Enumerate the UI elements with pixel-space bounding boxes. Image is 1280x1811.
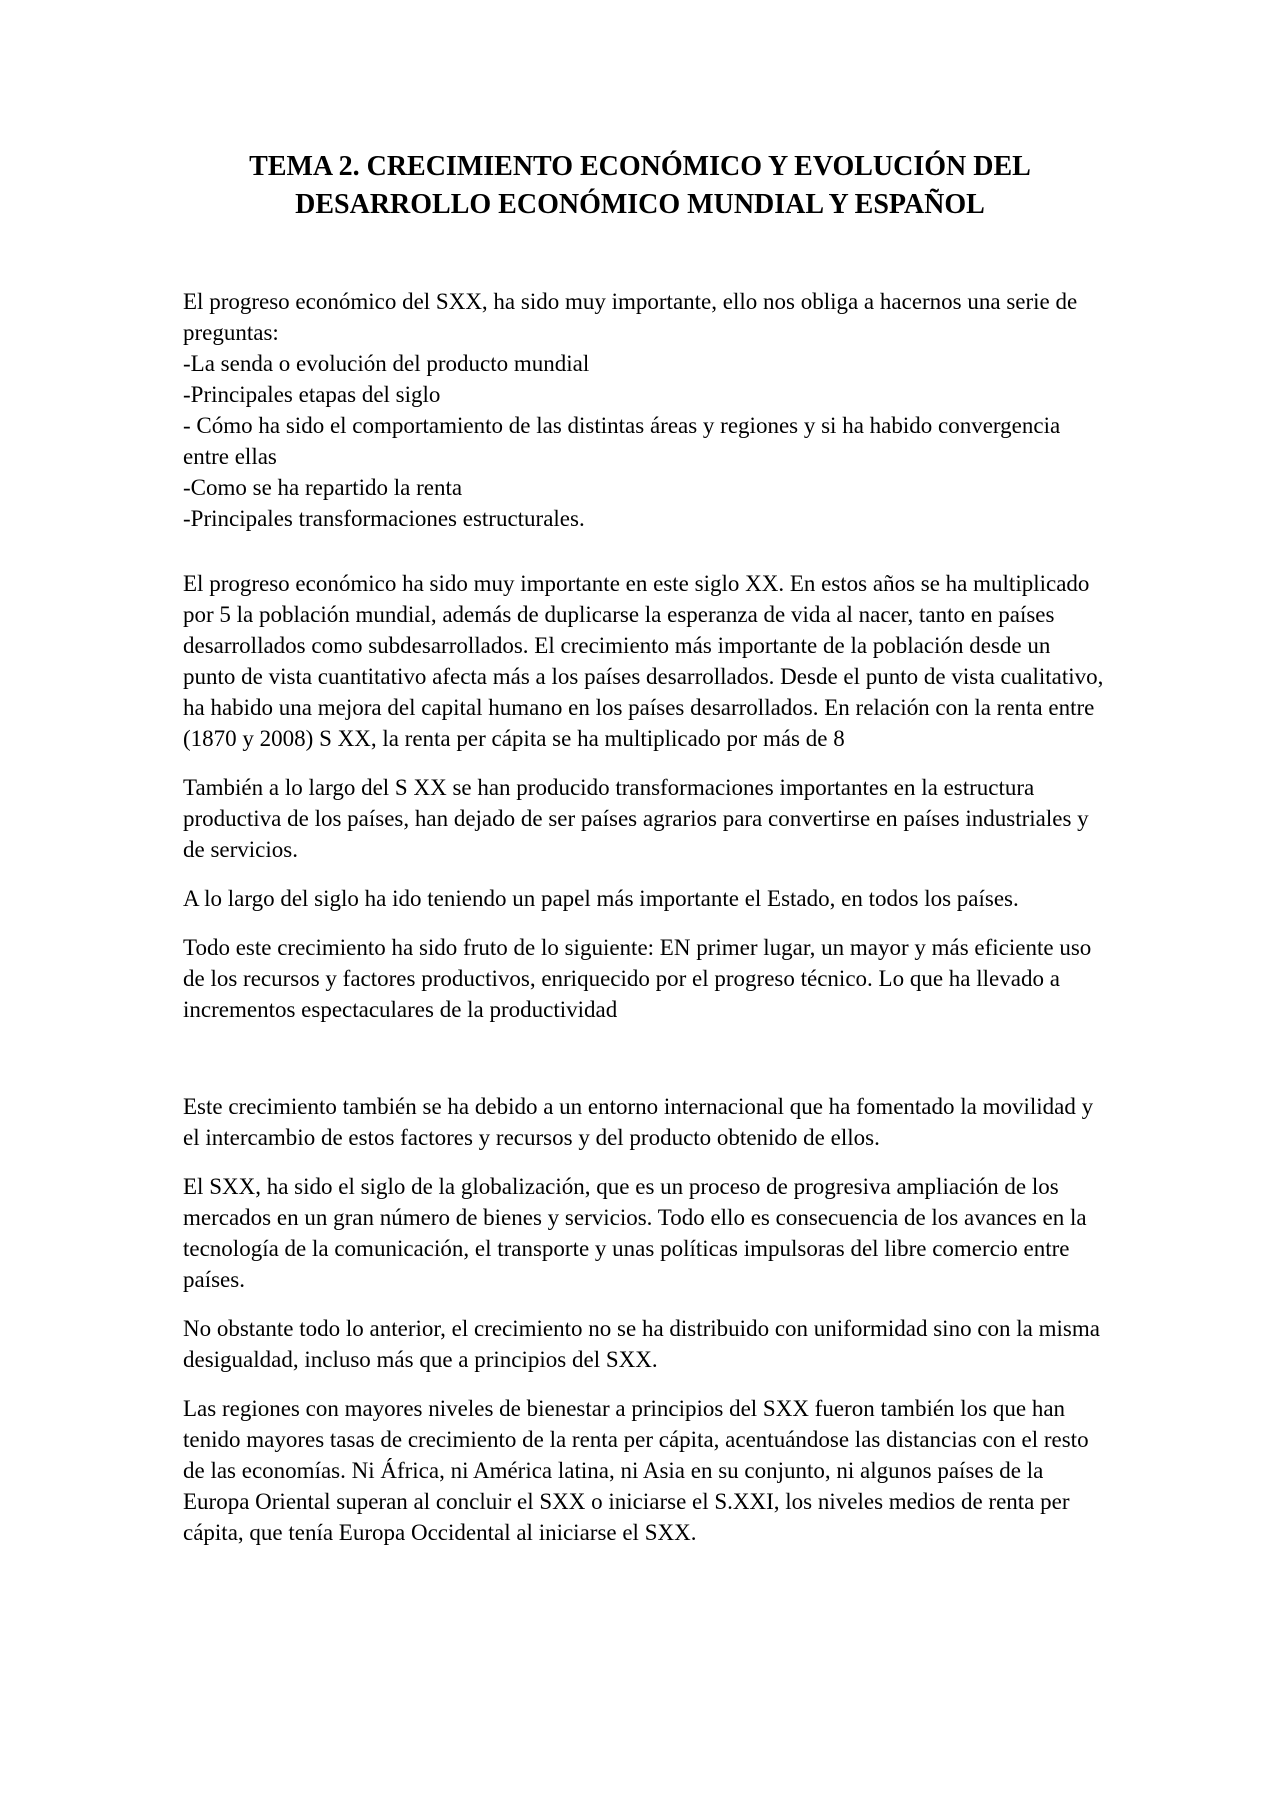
spacer <box>183 914 1108 932</box>
intro-text: El progreso económico del SXX, ha sido muy importante, ello nos obliga a hacernos una serie de preguntas: <box>183 289 1078 345</box>
title-line-2: DESARROLLO ECONÓMICO MUNDIAL Y ESPAÑOL <box>295 189 985 220</box>
paragraph-4: Todo este crecimiento ha sido fruto de lo siguiente: EN primer lugar, un mayor y más eficiente uso de los recursos y factores productivos, enriquecido por el progreso técnico. Lo que ha llevado a incrementos espectaculares de la productividad <box>183 935 1092 1022</box>
spacer <box>183 1025 1108 1091</box>
spacer <box>183 865 1108 883</box>
spacer <box>183 1153 1108 1171</box>
paragraph-7: No obstante todo lo anterior, el crecimiento no se ha distribuido con uniformidad sino con la misma desigualdad, incluso más que a principios del SXX. <box>183 1316 1100 1372</box>
page-title <box>140 148 1140 224</box>
intro-item-5: -Principales transformaciones estructurales. <box>183 506 585 531</box>
intro-item-1: -La senda o evolución del producto mundial <box>183 351 590 376</box>
spacer <box>183 754 1108 772</box>
intro-item-4: -Como se ha repartido la renta <box>183 475 463 500</box>
paragraph-2: También a lo largo del S XX se han producido transformaciones importantes en la estructura productiva de los países, han dejado de ser países agrarios para convertirse en países industriales y de servicios. <box>183 775 1089 862</box>
paragraph-8: Las regiones con mayores niveles de bienestar a principios del SXX fueron también los que han tenido mayores tasas de crecimiento de la renta per cápita, acentuándose las distancias con el resto de las economías. Ni África, ni América latina, ni Asia en su conjunto, ni algunos países de la Europa Oriental superan al concluir el SXX o iniciarse el S.XXI, los niveles medios de renta per cápita, que tenía Europa Occidental al iniciarse el SXX. <box>183 1396 1089 1545</box>
paragraph-5: Este crecimiento también se ha debido a un entorno internacional que ha fomentado la movilidad y el intercambio de estos factores y recursos y del producto obtenido de ellos. <box>183 1094 1094 1150</box>
spacer <box>183 1375 1108 1393</box>
paragraph-6: El SXX, ha sido el siglo de la globalización, que es un proceso de progresiva ampliación de los mercados en un gran número de bienes y servicios. Todo ello es consecuencia de los avances en la tecnología de la comunicación, el transporte y unas políticas impulsoras del libre comercio entre países. <box>183 1174 1087 1292</box>
document-body <box>183 286 1108 1548</box>
paragraph-1: El progreso económico ha sido muy importante en este siglo XX. En estos años se ha multiplicado por 5 la población mundial, además de duplicarse la esperanza de vida al nacer, tanto en países desarrollados como subdesarrollados. El crecimiento más importante de la población desde un punto de vista cuantitativo afecta más a los países desarrollados. Desde el punto de vista cualitativo, ha habido una mejora del capital humano en los países desarrollados. En relación con la renta entre (1870 y 2008) S XX, la renta per cápita se ha multiplicado por más de 8 <box>183 571 1104 751</box>
intro-item-2: -Principales etapas del siglo <box>183 382 441 407</box>
title-line-1: TEMA 2. CRECIMIENTO ECONÓMICO Y EVOLUCIÓN DEL <box>249 151 1031 182</box>
spacer <box>183 1295 1108 1313</box>
intro-item-3: - Cómo ha sido el comportamiento de las distintas áreas y regiones y si ha habido convergencia entre ellas <box>183 413 1061 469</box>
spacer <box>183 534 1108 568</box>
intro-paragraph <box>183 286 1108 534</box>
paragraph-3: A lo largo del siglo ha ido teniendo un papel más importante el Estado, en todos los países. <box>183 886 1019 911</box>
